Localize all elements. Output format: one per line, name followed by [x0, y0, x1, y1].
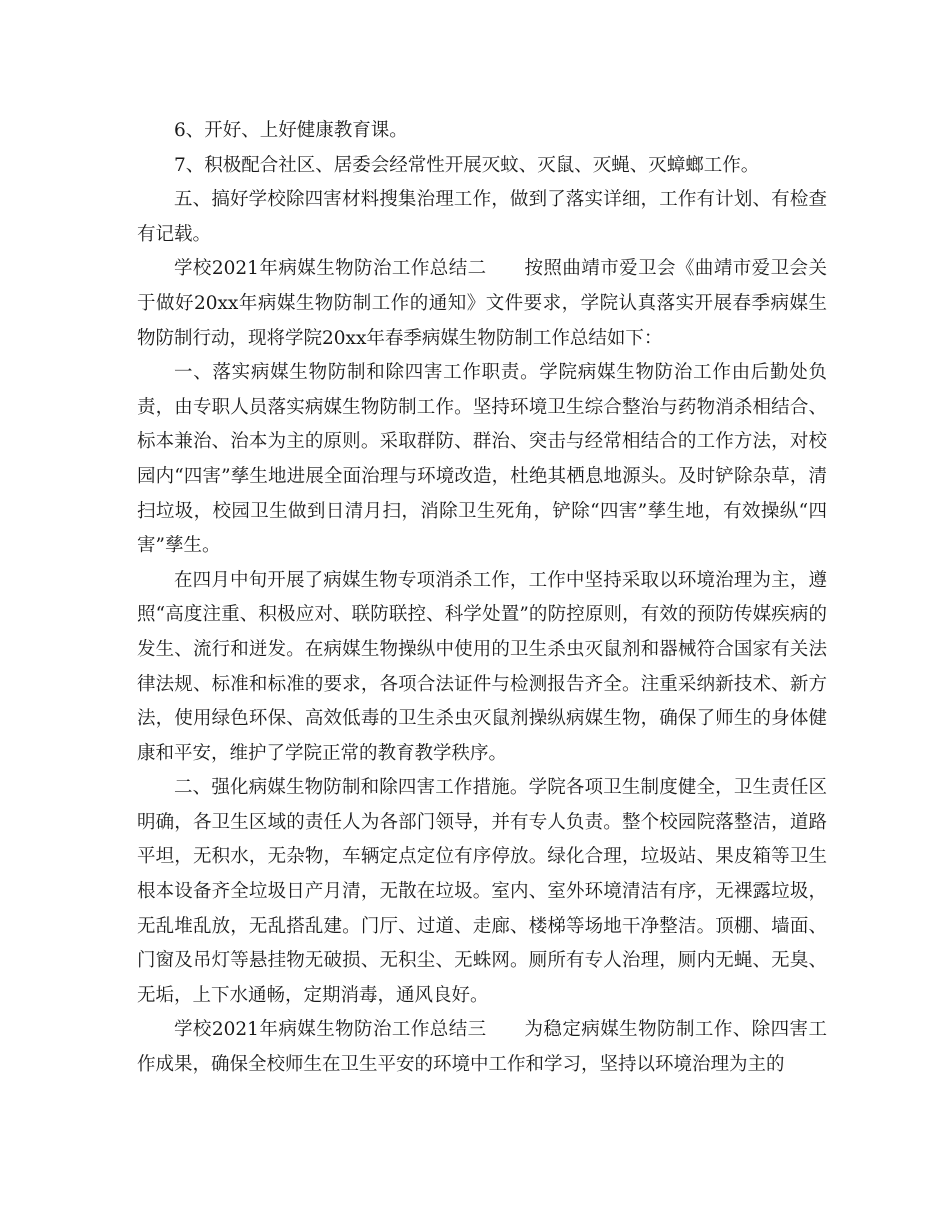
paragraph-section-5: 五、搞好学校除四害材料搜集治理工作，做到了落实详细，工作有计划、有检查有记载。	[137, 189, 827, 245]
paragraph-disinfection: 在四月中旬开展了病媒生物专项消杀工作，工作中坚持采取以环境治理为主，遵照“高度注重、积极应对、联防联控、科学处置”的防控原则，有效的预防传媒疾病的发生、流行和迸发。在病媒生物操纵中使用的卫生杀虫灭鼠剂和器械符合国家有关法律法规、标准和标准的要求，各项合法证件与检测报告齐全。注重采纳新技术、新方法，使用绿色环保、高效低毒的卫生杀虫灭鼠剂操纵病媒生物，确保了师生的身体健康和平安，维护了学院正常的教育教学秩序。	[137, 569, 827, 764]
paragraph-measures: 二、强化病媒生物防制和除四害工作措施。学院各项卫生制度健全，卫生责任区明确，各卫生区域的责任人为各部门领导，并有专人负责。整个校园院落整洁，道路平坦，无积水，无杂物，车辆定点定位有序停放。绿化合理，垃圾站、果皮箱等卫生根本设备齐全垃圾日产月清，无散在垃圾。室内、室外环境清洁有序，无裸露垃圾，无乱堆乱放，无乱搭乱建。门厅、过道、走廊、楼梯等场地干净整洁。顶棚、墙面、门窗及吊灯等悬挂物无破损、无积尘、无蛛网。厕所有专人治理，厕内无蝇、无臭、无垢，上下水通畅，定期消毒，通风良好。	[137, 777, 827, 1006]
document-body	[137, 114, 827, 1083]
paragraph-duties: 一、落实病媒生物防制和除四害工作职责。学院病媒生物防治工作由后勤处负责，由专职人员落实病媒生物防制工作。坚持环境卫生综合整治与药物消杀相结合、标本兼治、治本为主的原则。采取群防、群治、突击与经常相结合的工作方法，对校园内“四害”孳生地进展全面治理与环境改造，杜绝其栖息地源头。及时铲除杂草，清扫垃圾，校园卫生做到日清月扫，消除卫生死角，铲除“四害”孳生地，有效操纵“四害”孳生。	[137, 362, 827, 557]
paragraph-item-6: 6、开好、上好健康教育课。	[174, 120, 408, 141]
paragraph-summary-3-intro: 学校2021年病媒生物防治工作总结三 为稳定病媒生物防制工作、除四害工作成果，确保全校师生在卫生平安的环境中工作和学习，坚持以环境治理为主的	[137, 1019, 827, 1076]
paragraph-item-7: 7、积极配合社区、居委会经常性开展灭蚊、灭鼠、灭蝇、灭蟑螂工作。	[174, 154, 760, 176]
paragraph-summary-2-intro: 学校2021年病媒生物防治工作总结二 按照曲靖市爱卫会《曲靖市爱卫会关于做好20xx年病媒生物防制工作的通知》文件要求，学院认真落实开展春季病媒生物防制行动，现将学院20xx年春季病媒生物防制工作总结如下：	[137, 258, 827, 349]
